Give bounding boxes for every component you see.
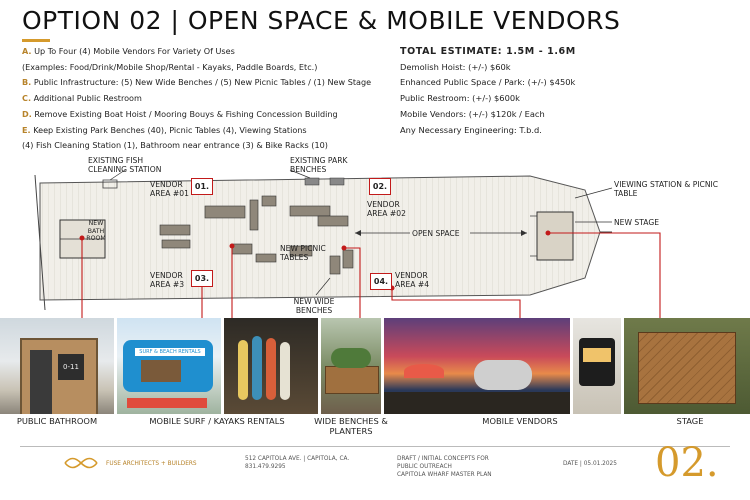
label-new-stage: NEW STAGE <box>614 218 660 227</box>
estimate-line: Enhanced Public Space / Park: (+/-) $450k <box>400 77 576 88</box>
note-item: C. Additional Public Restroom <box>22 93 142 104</box>
vendor-number-02: 02. <box>369 178 391 195</box>
caption-public-bathroom: PUBLIC BATHROOM <box>16 416 98 426</box>
notes-list <box>22 44 371 154</box>
estimate-line: Mobile Vendors: (+/-) $120k / Each <box>400 108 545 119</box>
label-vendor-area-3: VENDOR AREA #3 <box>150 271 185 289</box>
estimate-block <box>400 44 576 138</box>
firm-logo-icon <box>64 456 98 470</box>
vendor-number-03: 03. <box>191 270 213 287</box>
estimate-line: Any Necessary Engineering: T.b.d. <box>400 124 542 135</box>
note-item: D. Remove Existing Boat Hoist / Mooring Bouys & Fishing Concession Building <box>22 108 338 119</box>
caption-wide-benches: WIDE BENCHES & PLANTERS <box>314 416 388 436</box>
firm-name: FUSE ARCHITECTS + BUILDERS <box>106 461 197 467</box>
vendor-number-04: 04. <box>370 273 392 290</box>
label-viewing-station: VIEWING STATION & PICNIC TABLE <box>614 180 719 198</box>
note-item: (4) Fish Cleaning Station (1), Bathroom near entrance (3) & Bike Racks (10) <box>22 140 328 151</box>
label-park-benches: EXISTING PARK BENCHES <box>290 156 348 174</box>
firm-phone: 831.479.9295 <box>245 464 286 470</box>
note-item: B. Public Infrastructure: (5) New Wide Benches / (5) New Picnic Tables / (1) New Stage <box>22 77 372 88</box>
label-vendor-area-2: VENDOR AREA #02 <box>367 200 406 218</box>
page-title: OPTION 02 | OPEN SPACE & MOBILE VENDORS <box>22 6 621 35</box>
footer-rule <box>20 446 730 447</box>
caption-stage: STAGE <box>676 416 704 426</box>
label-vendor-area-4: VENDOR AREA #4 <box>395 271 430 289</box>
draft-line-3: CAPITOLA WHARF MASTER PLAN <box>397 472 492 478</box>
estimate-heading: TOTAL ESTIMATE: 1.5M - 1.6M <box>400 46 576 57</box>
note-item: E. Keep Existing Park Benches (40), Picnic Tables (4), Viewing Stations <box>22 124 307 135</box>
site-plan-drawing <box>0 150 750 320</box>
page-number: 02. <box>655 440 719 486</box>
label-new-picnic-tables: NEW PICNIC TABLES <box>280 244 326 262</box>
photo-wide-benches-planters <box>321 318 381 414</box>
photo-stage <box>624 318 750 414</box>
photo-public-bathroom: 0-11 <box>0 318 114 414</box>
caption-mobile-vendors: MOBILE VENDORS <box>482 416 558 426</box>
label-new-wide-benches: NEW WIDE BENCHES <box>293 297 335 315</box>
photo-surf-kayak-rentals: SURF & BEACH RENTALS <box>117 318 221 414</box>
footer-date: DATE | 05.01.2025 <box>563 461 617 467</box>
note-item: (Examples: Food/Drink/Mobile Shop/Rental - Kayaks, Paddle Boards, Etc.) <box>22 61 318 72</box>
label-open-space: OPEN SPACE <box>412 229 460 238</box>
estimate-line: Public Restroom: (+/-) $600k <box>400 93 520 104</box>
label-vendor-area-1: VENDOR AREA #01 <box>150 180 189 198</box>
caption-surf-rentals: MOBILE SURF / KAYAKS RENTALS <box>149 416 285 426</box>
label-fish-cleaning: EXISTING FISH CLEANING STATION <box>88 156 162 174</box>
stage-plan <box>537 212 573 260</box>
photo-food-cart <box>573 318 621 414</box>
estimate-line: Demolish Hoist: (+/-) $60k <box>400 61 511 72</box>
vendor-number-01: 01. <box>191 178 213 195</box>
photo-surfboards <box>224 318 318 414</box>
firm-address: 512 CAPITOLA AVE. | CAPITOLA, CA. <box>245 456 350 462</box>
label-new-bath-room: NEW BATH ROOM <box>86 220 106 242</box>
title-accent-bar <box>22 39 50 42</box>
photo-mobile-vendors <box>384 318 570 414</box>
draft-line-1: DRAFT / INITIAL CONCEPTS FOR <box>397 456 489 462</box>
wharf-deck <box>40 176 600 300</box>
note-item: A. Up To Four (4) Mobile Vendors For Variety Of Uses <box>22 46 235 56</box>
draft-line-2: PUBLIC OUTREACH <box>397 464 452 470</box>
